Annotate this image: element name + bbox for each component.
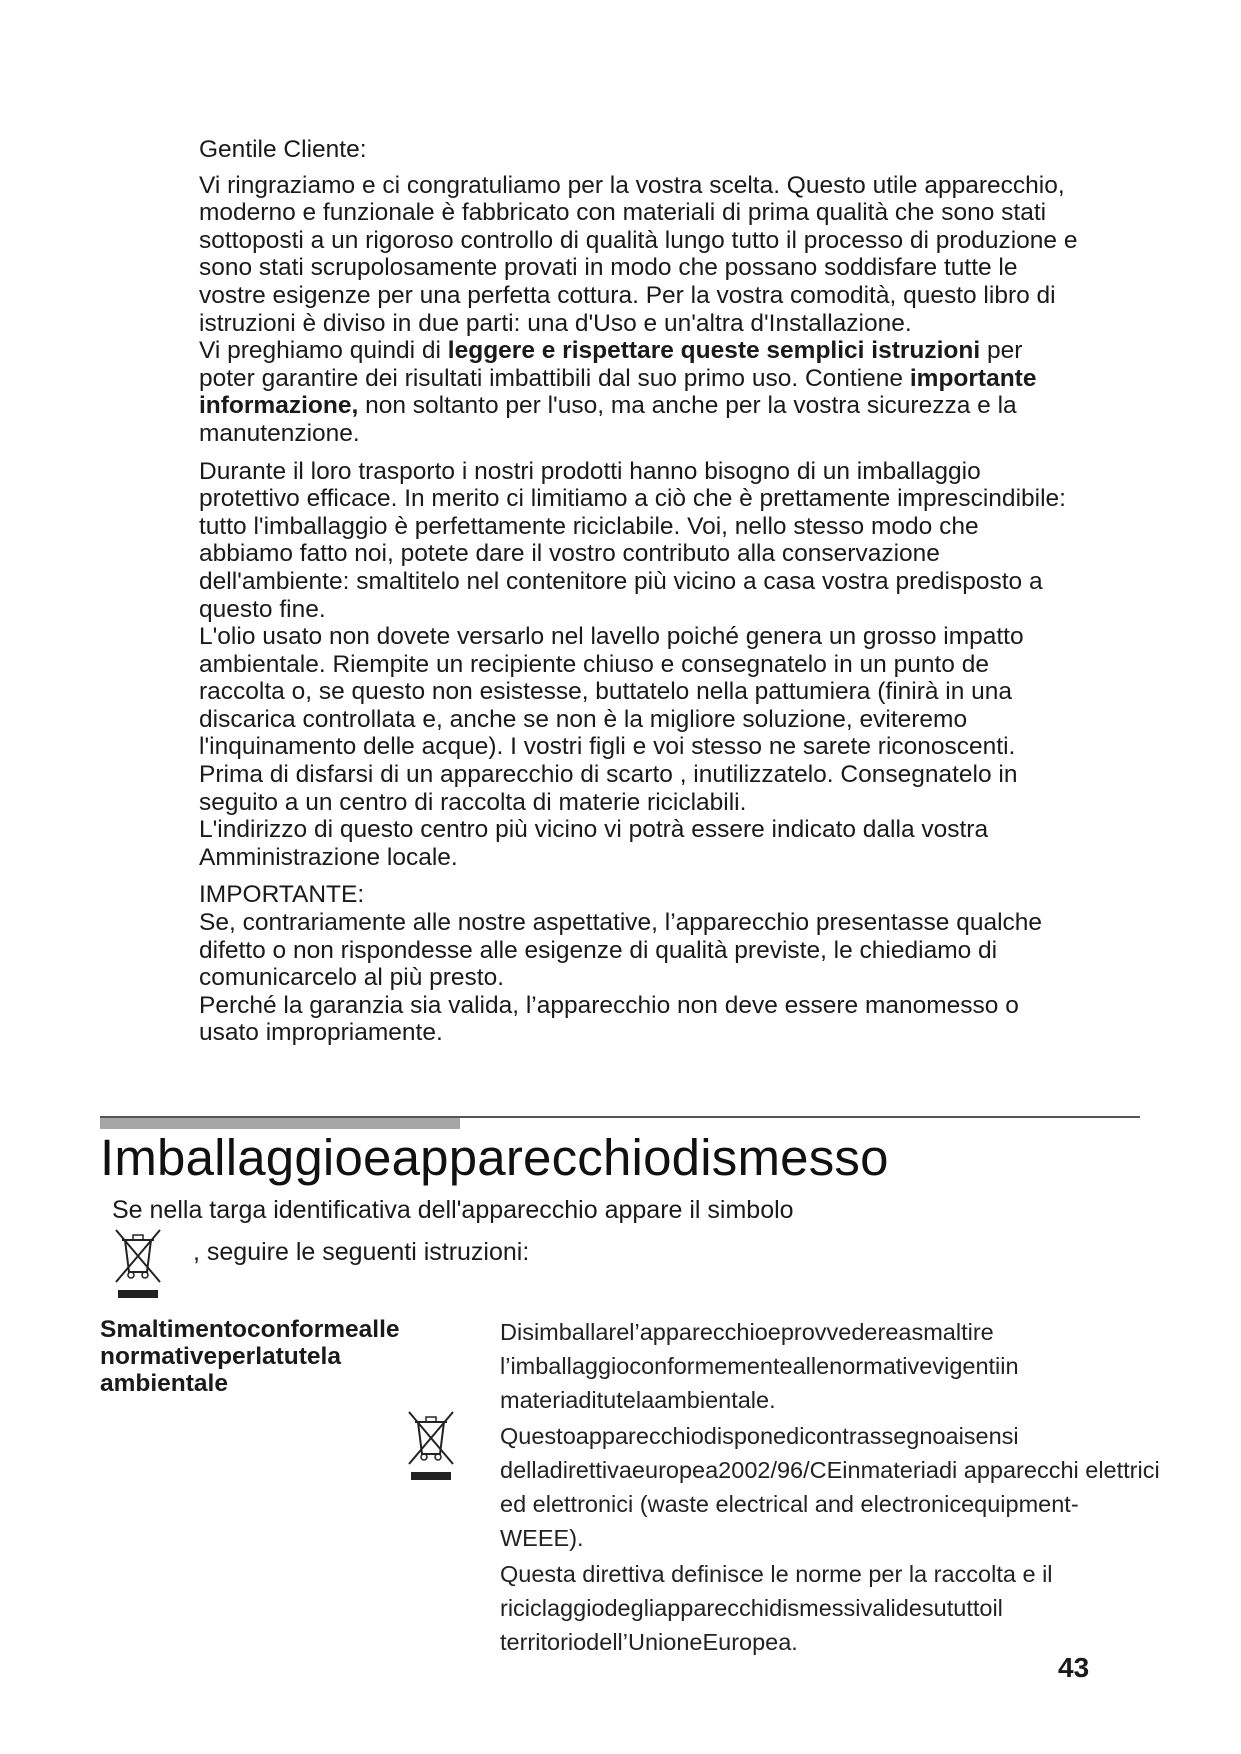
weee-crossed-bin-icon [405, 1410, 457, 1482]
intro-paragraph-2-c: non soltanto per l'uso, ma anche per la vostra sicurezza e la manutenzione. [199, 392, 1017, 447]
disposal-paragraph-3: Questa direttiva definisce le norme per la raccolta e il riciclaggiodegliapparecchidismessivalidesututtoil territoriodell’UnioneEuropea. [500, 1561, 1053, 1655]
intro-paragraph-4: L'olio usato non dovete versarlo nel lavello poiché genera un grosso impatto ambientale. Riempite un recipiente chiuso e consegnatelo in un punto de raccolta o, se questo non esistesse, buttatelo nella pattumiera (finirà in una discarica controllata e, anche se non è la migliore soluzione, eviteremo l'inquinamento delle acque). I vostri figli e voi stesso ne sarete riconoscenti. [199, 623, 1024, 761]
section-title: Imballaggioeapparecchiodismesso [100, 1129, 889, 1186]
greeting: Gentile Cliente: [199, 136, 367, 163]
intro-paragraph-8: Perché la garanzia sia valida, l’apparecchio non deve essere manomesso o usato impropriamente. [199, 991, 1019, 1047]
page-number: 43 [1058, 1652, 1090, 1683]
intro-paragraph-1: Vi ringraziamo e ci congratuliamo per la vostra scelta. Questo utile apparecchio, moderno e funzionale è fabbricato con materiali di prima qualità che sono stati sottoposti a un rigoroso controllo di qualità lungo tutto il processo di produzione e sono stati scrupolosamente provati in modo che possano soddisfare tutte le vostre esigenze per una perfetta cottura. Per la vostra comodità, questo libro di istruzioni è diviso in due parti: una d'Uso e un'altra d'Installazione. [199, 171, 1078, 337]
intro-paragraph-7: Se, contrariamente alle nostre aspettative, l’apparecchio presentasse qualche difetto o non rispondesse alle esigenze di qualità previste, le chiediamo di comunicarcelo al più presto. [199, 909, 1043, 992]
disposal-heading: Smaltimentoconformealle normativeperlatutela ambientale [100, 1316, 400, 1397]
intro-text [199, 136, 1079, 1047]
disposal-text [500, 1315, 1160, 1661]
intro-paragraph-2-a: Vi preghiamo quindi di [199, 337, 448, 365]
intro-paragraph-3: Durante il loro trasporto i nostri prodotti hanno bisogno di un imballaggio protettivo efficace. In merito ci limitiamo a ciò che è prettamente imprescindibile: tutto l'imballaggio è perfettamente riciclabile. Voi, nello stesso modo che abbiamo fatto noi, potete dare il vostro contributo alla conservazione dell'ambiente: smaltitelo nel contenitore più vicino a casa vostra predisposto a questo fine. [199, 457, 1066, 623]
intro-paragraph-2-bold: leggere e rispettare queste semplici istruzioni [447, 337, 981, 365]
intro-paragraph-5: Prima di disfarsi di un apparecchio di scarto , inutilizzatelo. Consegnatelo in seguito a un centro di raccolta di materie riciclabili. [199, 761, 1018, 816]
disposal-paragraph-2: Questoapparecchiodisponedicontrassegnoaisensi delladirettivaeuropea2002/96/CEinmateriadi apparecchi elettrici ed elettronici (waste electrical and electronicequipment-WEEE). [500, 1423, 1160, 1551]
intro-paragraph-2-b: per poter garantire dei risultati imbattibili dal suo primo uso. Contiene [199, 337, 1023, 392]
important-label: IMPORTANTE: [199, 881, 365, 909]
intro-paragraph-6: L'indirizzo di questo centro più vicino vi potrà essere indicato dalla vostra Amministrazione locale. [199, 816, 989, 871]
intro-paragraph-2 [199, 337, 1079, 447]
intro-paragraph-2-bold2: importante informazione, [199, 364, 1037, 420]
symbol-line: Se nella targa identificativa dell'apparecchio appare il simbolo [112, 1196, 794, 1224]
disposal-paragraph-1: Disimballarel’apparecchioeprovvedereasmaltire l’imballaggioconformementeallenormativevigentiin materiaditutelaambientale. [500, 1319, 1019, 1413]
weee-crossed-bin-icon [112, 1228, 164, 1300]
follow-line: , seguire le seguenti istruzioni: [193, 1238, 530, 1266]
